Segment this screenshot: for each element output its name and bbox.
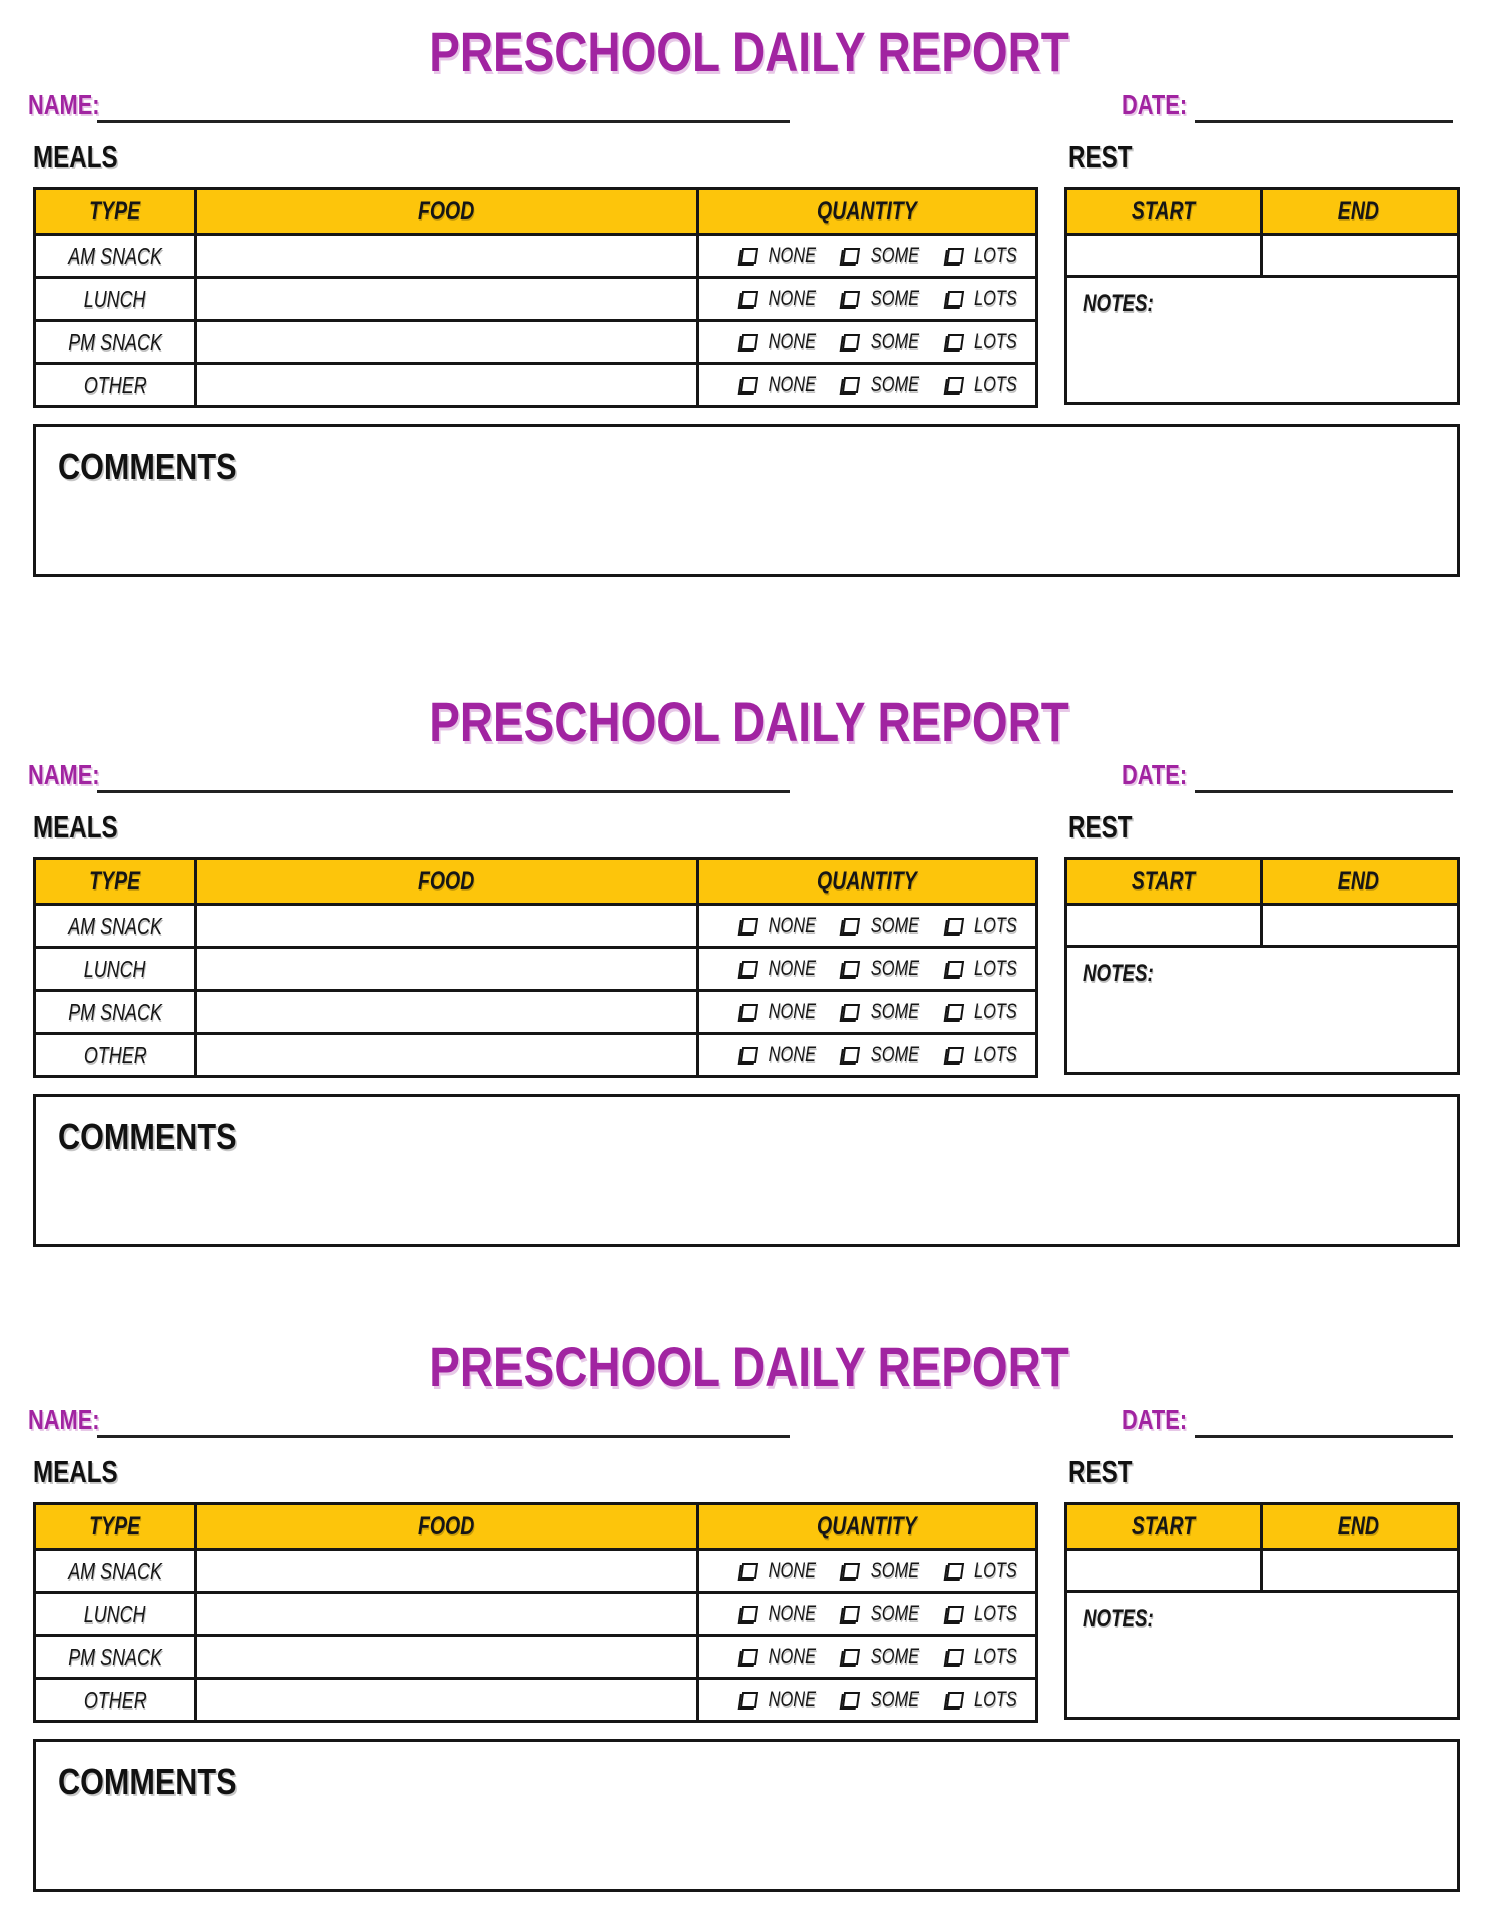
meal-row-am-snack (36, 233, 1035, 276)
none-checkbox[interactable]: NONE (741, 244, 823, 268)
comments-heading: COMMENTS (58, 446, 237, 487)
quantity-cell (696, 236, 1035, 276)
notes-cell[interactable]: NOTES: (1083, 1605, 1154, 1632)
checkbox-icon[interactable] (740, 1563, 758, 1579)
rest-notes-row (1067, 945, 1457, 1072)
quantity-column-header: QUANTITY (696, 190, 1035, 233)
date-input-line[interactable] (1195, 120, 1453, 123)
checkbox-icon[interactable] (946, 1563, 964, 1579)
rest-heading: REST (1068, 1454, 1133, 1489)
some-checkbox[interactable]: SOME (843, 244, 926, 268)
rest-table (1064, 187, 1460, 405)
page-title (0, 690, 1498, 753)
rest-heading: REST (1068, 139, 1133, 174)
lots-checkbox[interactable]: LOTS (947, 957, 1023, 981)
food-column-header: FOOD (194, 860, 696, 903)
end-column-header: END (1260, 860, 1454, 903)
comments-heading: COMMENTS (58, 1761, 237, 1802)
meals-header-row (36, 860, 1035, 903)
checkbox-icon[interactable] (842, 1649, 860, 1665)
checkbox-icon[interactable] (946, 1047, 964, 1063)
meals-heading: MEALS (33, 809, 118, 844)
none-checkbox[interactable]: NONE (741, 957, 823, 981)
name-label: NAME: (28, 89, 100, 120)
lots-checkbox[interactable]: LOTS (947, 373, 1023, 397)
some-checkbox[interactable]: SOME (843, 287, 926, 311)
checkbox-icon[interactable] (740, 918, 758, 934)
meal-type-cell: OTHER (83, 1041, 147, 1068)
quantity-cell (696, 1680, 1035, 1720)
notes-cell[interactable]: NOTES: (1083, 960, 1154, 987)
rest-notes-row (1067, 1590, 1457, 1717)
rest-time-row (1067, 903, 1457, 945)
checkbox-icon[interactable] (740, 291, 758, 307)
meals-heading: MEALS (33, 1454, 118, 1489)
lots-checkbox[interactable]: LOTS (947, 1043, 1023, 1067)
name-label: NAME: (28, 759, 100, 790)
meal-row-lunch (36, 1591, 1035, 1634)
meal-type-cell: OTHER (83, 371, 147, 398)
checkbox-icon[interactable] (946, 1692, 964, 1708)
quantity-cell (696, 365, 1035, 405)
quantity-cell (696, 279, 1035, 319)
checkbox-icon[interactable] (740, 1606, 758, 1622)
type-column-header: TYPE (89, 867, 141, 895)
date-label: DATE: (1122, 759, 1188, 790)
checkbox-icon[interactable] (946, 377, 964, 393)
quantity-cell (696, 322, 1035, 362)
meal-type-cell: LUNCH (84, 285, 146, 312)
quantity-cell (696, 992, 1035, 1032)
end-column-header: END (1260, 1505, 1454, 1548)
end-time-cell[interactable] (1260, 1551, 1454, 1590)
none-checkbox[interactable]: NONE (741, 1645, 823, 1669)
food-input-cell[interactable] (194, 906, 696, 946)
rest-header-row (1067, 190, 1457, 233)
checkbox-icon[interactable] (842, 1004, 860, 1020)
food-input-cell[interactable] (194, 992, 696, 1032)
lots-checkbox[interactable]: LOTS (947, 244, 1023, 268)
meals-heading: MEALS (33, 139, 118, 174)
name-input-line[interactable] (97, 1435, 790, 1438)
checkbox-icon[interactable] (740, 1047, 758, 1063)
page-title-text: PRESCHOOL DAILY REPORT (429, 690, 1069, 753)
food-input-cell[interactable] (194, 365, 696, 405)
none-checkbox[interactable]: NONE (741, 330, 823, 354)
some-checkbox[interactable]: SOME (843, 957, 926, 981)
end-time-cell[interactable] (1260, 236, 1454, 275)
page-title-text: PRESCHOOL DAILY REPORT (429, 1335, 1069, 1398)
comments-box[interactable] (33, 1094, 1460, 1247)
daily-report-section (0, 690, 1498, 1247)
checkbox-icon[interactable] (946, 1606, 964, 1622)
meals-header-row (36, 1505, 1035, 1548)
page-title (0, 1335, 1498, 1398)
start-column-header: START (1131, 1512, 1196, 1540)
rest-table (1064, 857, 1460, 1075)
date-label: DATE: (1122, 1404, 1188, 1435)
checkbox-icon[interactable] (740, 1004, 758, 1020)
meal-row-other (36, 1032, 1035, 1075)
meal-row-pm-snack (36, 1634, 1035, 1677)
checkbox-icon[interactable] (946, 918, 964, 934)
meal-row-am-snack (36, 903, 1035, 946)
quantity-cell (696, 906, 1035, 946)
checkbox-icon[interactable] (740, 248, 758, 264)
some-checkbox[interactable]: SOME (843, 1000, 926, 1024)
start-column-header: START (1131, 867, 1196, 895)
meal-type-cell: AM SNACK (68, 912, 162, 939)
rest-header-row (1067, 860, 1457, 903)
food-input-cell[interactable] (194, 1680, 696, 1720)
rest-time-row (1067, 233, 1457, 275)
food-input-cell[interactable] (194, 279, 696, 319)
quantity-cell (696, 1551, 1035, 1591)
date-input-line[interactable] (1195, 790, 1453, 793)
quantity-cell (696, 1594, 1035, 1634)
none-checkbox[interactable]: NONE (741, 1559, 823, 1583)
lots-checkbox[interactable]: LOTS (947, 287, 1023, 311)
date-label: DATE: (1122, 89, 1188, 120)
some-checkbox[interactable]: SOME (843, 914, 926, 938)
daily-report-section (0, 20, 1498, 577)
meal-row-lunch (36, 276, 1035, 319)
food-input-cell[interactable] (194, 1551, 696, 1591)
date-input-line[interactable] (1195, 1435, 1453, 1438)
checkbox-icon[interactable] (842, 334, 860, 350)
meals-table (33, 187, 1038, 408)
meals-table (33, 1502, 1038, 1723)
meal-row-pm-snack (36, 989, 1035, 1032)
lots-checkbox[interactable]: LOTS (947, 1688, 1023, 1712)
quantity-column-header: QUANTITY (696, 1505, 1035, 1548)
none-checkbox[interactable]: NONE (741, 1043, 823, 1067)
checkbox-icon[interactable] (842, 248, 860, 264)
meal-type-cell: AM SNACK (68, 1557, 162, 1584)
none-checkbox[interactable]: NONE (741, 373, 823, 397)
food-input-cell[interactable] (194, 1594, 696, 1634)
food-input-cell[interactable] (194, 1035, 696, 1075)
some-checkbox[interactable]: SOME (843, 1688, 926, 1712)
notes-cell[interactable]: NOTES: (1083, 290, 1154, 317)
comments-box[interactable] (33, 424, 1460, 577)
rest-header-row (1067, 1505, 1457, 1548)
some-checkbox[interactable]: SOME (843, 1602, 926, 1626)
quantity-cell (696, 1035, 1035, 1075)
meal-type-cell: PM SNACK (68, 1643, 162, 1670)
some-checkbox[interactable]: SOME (843, 1043, 926, 1067)
meal-row-lunch (36, 946, 1035, 989)
none-checkbox[interactable]: NONE (741, 1602, 823, 1626)
checkbox-icon[interactable] (946, 961, 964, 977)
checkbox-icon[interactable] (842, 377, 860, 393)
lots-checkbox[interactable]: LOTS (947, 1645, 1023, 1669)
none-checkbox[interactable]: NONE (741, 1000, 823, 1024)
rest-heading: REST (1068, 809, 1133, 844)
checkbox-icon[interactable] (740, 1649, 758, 1665)
checkbox-icon[interactable] (946, 334, 964, 350)
comments-box[interactable] (33, 1739, 1460, 1892)
meal-type-cell: LUNCH (84, 1600, 146, 1627)
checkbox-icon[interactable] (740, 961, 758, 977)
checkbox-icon[interactable] (740, 334, 758, 350)
meal-row-pm-snack (36, 319, 1035, 362)
meals-table (33, 857, 1038, 1078)
lots-checkbox[interactable]: LOTS (947, 914, 1023, 938)
lots-checkbox[interactable]: LOTS (947, 1000, 1023, 1024)
daily-report-section (0, 1335, 1498, 1892)
checkbox-icon[interactable] (946, 1649, 964, 1665)
food-input-cell[interactable] (194, 322, 696, 362)
none-checkbox[interactable]: NONE (741, 287, 823, 311)
start-time-cell[interactable] (1067, 1551, 1260, 1590)
start-time-cell[interactable] (1067, 906, 1260, 945)
checkbox-icon[interactable] (842, 961, 860, 977)
meal-type-cell: PM SNACK (68, 328, 162, 355)
food-column-header: FOOD (194, 1505, 696, 1548)
food-input-cell[interactable] (194, 1637, 696, 1677)
checkbox-icon[interactable] (740, 377, 758, 393)
end-column-header: END (1260, 190, 1454, 233)
meal-type-cell: AM SNACK (68, 242, 162, 269)
food-column-header: FOOD (194, 190, 696, 233)
comments-heading: COMMENTS (58, 1116, 237, 1157)
checkbox-icon[interactable] (842, 1606, 860, 1622)
checkbox-icon[interactable] (946, 248, 964, 264)
checkbox-icon[interactable] (740, 1692, 758, 1708)
lots-checkbox[interactable]: LOTS (947, 330, 1023, 354)
checkbox-icon[interactable] (842, 1047, 860, 1063)
name-input-line[interactable] (97, 120, 790, 123)
meal-row-am-snack (36, 1548, 1035, 1591)
some-checkbox[interactable]: SOME (843, 1645, 926, 1669)
meal-type-cell: OTHER (83, 1686, 147, 1713)
checkbox-icon[interactable] (842, 1563, 860, 1579)
some-checkbox[interactable]: SOME (843, 330, 926, 354)
checkbox-icon[interactable] (842, 291, 860, 307)
meal-type-cell: PM SNACK (68, 998, 162, 1025)
lots-checkbox[interactable]: LOTS (947, 1602, 1023, 1626)
meals-header-row (36, 190, 1035, 233)
meal-row-other (36, 362, 1035, 405)
end-time-cell[interactable] (1260, 906, 1454, 945)
type-column-header: TYPE (89, 1512, 141, 1540)
name-label: NAME: (28, 1404, 100, 1435)
rest-notes-row (1067, 275, 1457, 402)
checkbox-icon[interactable] (842, 1692, 860, 1708)
checkbox-icon[interactable] (946, 291, 964, 307)
checkbox-icon[interactable] (946, 1004, 964, 1020)
meal-row-other (36, 1677, 1035, 1720)
meal-type-cell: LUNCH (84, 955, 146, 982)
lots-checkbox[interactable]: LOTS (947, 1559, 1023, 1583)
name-input-line[interactable] (97, 790, 790, 793)
start-time-cell[interactable] (1067, 236, 1260, 275)
page-title (0, 20, 1498, 83)
food-input-cell[interactable] (194, 236, 696, 276)
quantity-cell (696, 949, 1035, 989)
none-checkbox[interactable]: NONE (741, 914, 823, 938)
rest-time-row (1067, 1548, 1457, 1590)
none-checkbox[interactable]: NONE (741, 1688, 823, 1712)
start-column-header: START (1131, 197, 1196, 225)
rest-table (1064, 1502, 1460, 1720)
type-column-header: TYPE (89, 197, 141, 225)
quantity-column-header: QUANTITY (696, 860, 1035, 903)
some-checkbox[interactable]: SOME (843, 373, 926, 397)
some-checkbox[interactable]: SOME (843, 1559, 926, 1583)
page-title-text: PRESCHOOL DAILY REPORT (429, 20, 1069, 83)
quantity-cell (696, 1637, 1035, 1677)
checkbox-icon[interactable] (842, 918, 860, 934)
food-input-cell[interactable] (194, 949, 696, 989)
